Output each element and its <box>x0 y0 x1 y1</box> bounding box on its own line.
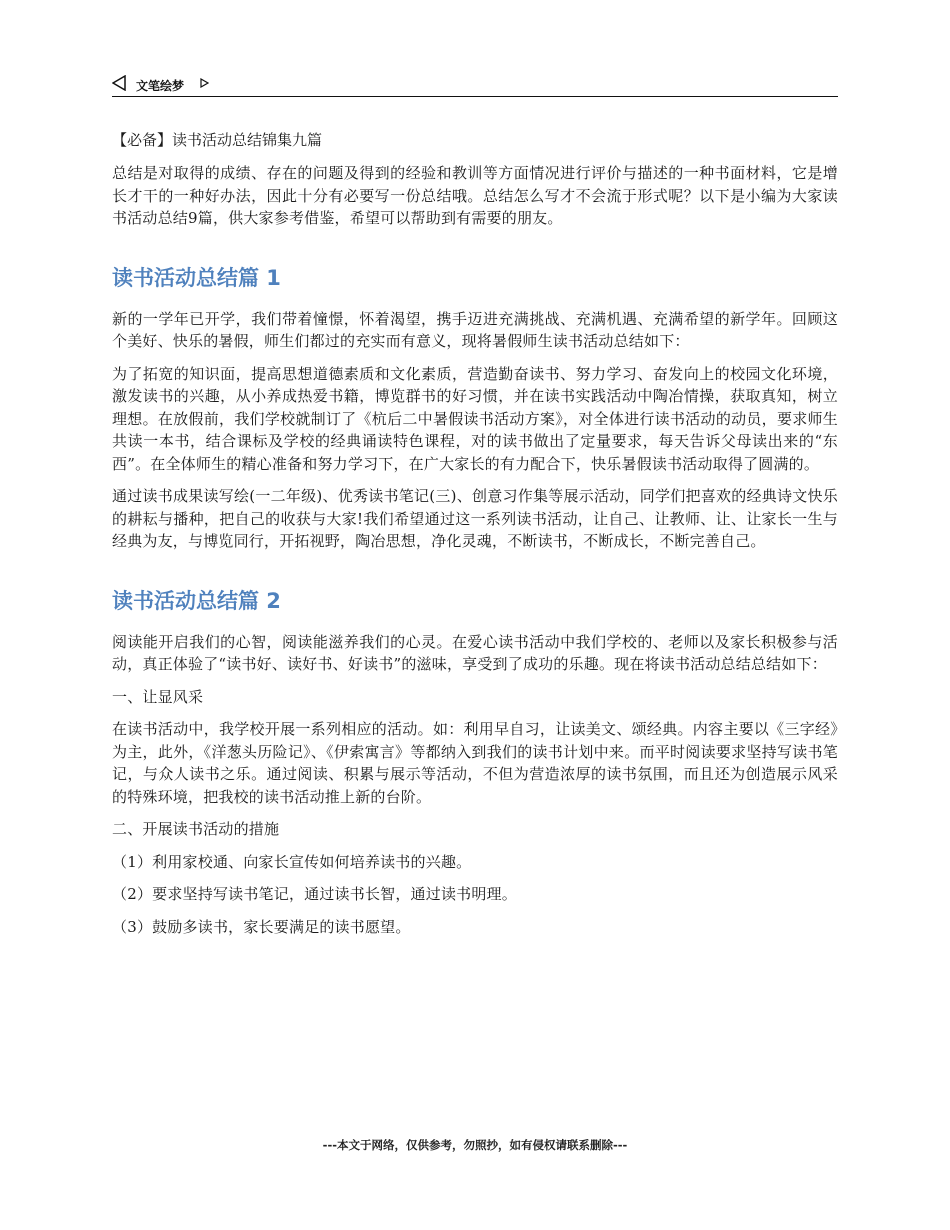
triangle-left-icon <box>112 75 126 91</box>
section-2-list-item: （1）利用家校通、向家长宣传如何培养读书的兴趣。 <box>112 852 472 871</box>
section-2-paragraph: 阅读能开启我们的心智，阅读能滋养我们的心灵。在爱心读书活动中我们学校的、老师以及家长积极参与活动，真正体验了“读书好、读好书、好读书”的滋味，享受到了成功的乐趣。现在将读书活动总结总结如下： <box>112 632 838 673</box>
section-1-heading: 读书活动总结篇 1 <box>112 265 281 290</box>
page-footer: ---本文于网络，仅供参考，勿照抄，如有侵权请联系删除--- <box>322 1138 628 1152</box>
section-2-list-item: （2）要求坚持写读书笔记，通过读书长智，通过读书明理。 <box>112 885 517 903</box>
intro-paragraph: 总结是对取得的成绩、存在的问题及得到的经验和教训等方面情况进行评价与描述的一种书面材料，它是增长才干的一种好办法，因此十分有必要写一份总结哦。总结怎么写才不会流于形式呢？以下是小编为大家读书活动总结9篇，供大家参考借鉴，希望可以帮助到有需要的朋友。 <box>112 164 838 227</box>
section-2-subheading: 二、开展读书活动的措施 <box>112 820 280 838</box>
section-1-paragraph: 新的一学年已开学，我们带着憧憬，怀着渴望，携手迈进充满挑战、充满机遇、充满希望的新学年。回顾这个美好、快乐的暑假，师生们都过的充实而有意义，现将暑假师生读书活动总结如下： <box>112 309 838 350</box>
triangle-right-icon <box>200 78 209 88</box>
page-header <box>112 72 838 97</box>
section-1-paragraph: 为了拓宽的知识面，提高思想道德素质和文化素质，营造勤奋读书、努力学习、奋发向上的校园文化环境，激发读书的兴趣，从小养成热爱书籍，博览群书的好习惯，并在读书实践活动中陶冶情操，获取真知，树立理想。在放假前，我们学校就制订了《杭后二中暑假读书活动方案》，对全体进行读书活动的动员，要求师生共读一本书，结合课标及学校的经典诵读特色课程，对的读书做出了定量要求，每天告诉父母读出来的“东西”。在全体师生的精心准备和努力学习下，在广大家长的有力配合下，快乐暑假读书活动取得了圆满的。 <box>112 364 838 473</box>
section-2-paragraph: 在读书活动中，我学校开展一系列相应的活动。如：利用早自习，让读美文、颂经典。内容主要以《三字经》为主，此外，《洋葱头历险记》、《伊索寓言》等都纳入到我们的读书计划中来。而平时阅读要求坚持写读书笔记，与众人读书之乐。通过阅读、积累与展示等活动，不但为营造浓厚的读书氛围，而且还为创造展示风采的特殊环境，把我校的读书活动推上新的台阶。 <box>112 720 838 806</box>
document-title: 【必备】读书活动总结锦集九篇 <box>112 131 323 149</box>
section-1-paragraph: 通过读书成果读写绘(一二年级)、优秀读书笔记(三)、创意习作集等展示活动，同学们把喜欢的经典诗文快乐的耕耘与播种，把自己的收获与大家!我们希望通过这一系列读书活动，让自己、让教师、让、让家长一生与经典为友，与博览同行，开拓视野，陶冶思想，净化灵魂，不断读书，不断成长，不断完善自己。 <box>112 487 838 550</box>
section-2-list-item: （3）鼓励多读书，家长要满足的读书愿望。 <box>112 917 411 936</box>
document-body <box>112 128 838 948</box>
section-2-subheading: 一、让显风采 <box>112 687 204 706</box>
section-2-heading: 读书活动总结篇 2 <box>112 588 281 613</box>
header-brand: 文笔绘梦 <box>136 79 185 93</box>
